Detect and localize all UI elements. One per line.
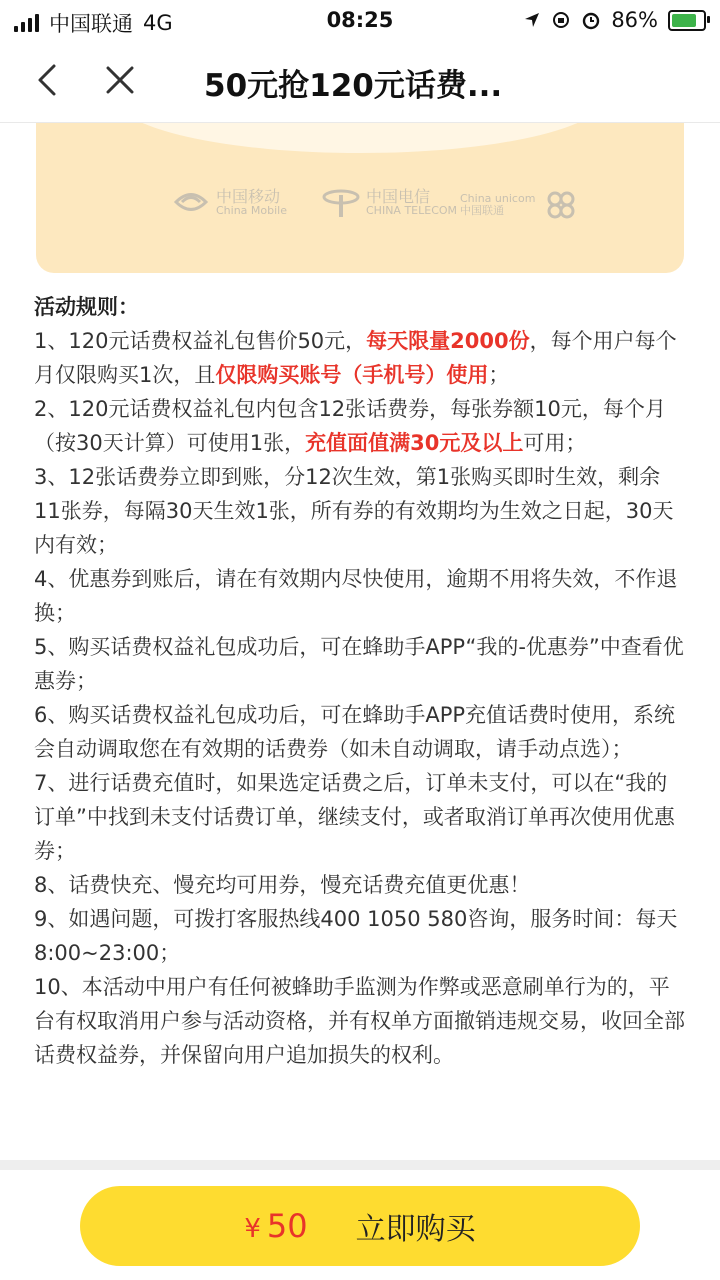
currency-symbol: ¥ xyxy=(244,1214,261,1244)
rule-item xyxy=(34,902,686,970)
rule-item xyxy=(34,324,686,392)
network-type: 4G xyxy=(143,11,173,35)
location-icon xyxy=(523,11,541,29)
banner-section xyxy=(0,123,720,283)
buy-now-label: 立即购买 xyxy=(355,1212,476,1247)
rules-heading: 活动规则： xyxy=(34,295,139,319)
rule-text: 1、120元话费权益礼包售价50元， xyxy=(34,329,367,353)
rule-highlight-text: 充值面值满30元及以上 xyxy=(305,431,524,455)
rule-item xyxy=(34,392,686,460)
rule-item xyxy=(34,970,686,1072)
clock: 08:25 xyxy=(326,8,394,32)
rule-text: 可用； xyxy=(523,431,587,455)
rule-item xyxy=(34,460,686,562)
rule-text: 6、购买话费权益礼包成功后，可在蜂助手APP充值话费时使用，系统会自动调取您在有效期的话费券（如未自动调取，请手动点选）； xyxy=(34,703,676,761)
carrier-name: 中国联通 xyxy=(49,12,133,36)
back-icon[interactable] xyxy=(30,62,66,98)
price xyxy=(244,1207,307,1245)
purchase-bar xyxy=(0,1170,720,1280)
status-bar xyxy=(0,0,720,40)
battery-icon xyxy=(668,10,706,31)
rule-item xyxy=(34,698,686,766)
rule-item xyxy=(34,630,686,698)
rotation-lock-icon xyxy=(551,10,571,30)
close-icon[interactable] xyxy=(102,62,138,98)
rule-highlight-text: 仅限购买账号（手机号）使用 xyxy=(215,363,489,387)
carrier-banner xyxy=(36,123,684,273)
rule-text: ，每个用户每个月仅限购买1次，且 xyxy=(34,329,677,387)
china-telecom-logo-icon xyxy=(322,185,360,219)
alarm-icon xyxy=(581,10,601,30)
rule-item xyxy=(34,766,686,868)
rule-text: 8、话费快充、慢充均可用券，慢充话费充值更优惠！ xyxy=(34,873,531,897)
rule-text: 3、12张话费券立即到账，分12次生效，第1张购买即时生效，剩余11张券，每隔30天生效1张，所有券的有效期均为生效之日起，30天内有效； xyxy=(34,465,674,557)
rule-text: 9、如遇问题，可拨打客服热线400 1050 580咨询，服务时间：每天8:00~23:00； xyxy=(34,907,678,965)
buy-now-button[interactable] xyxy=(80,1186,640,1266)
activity-rules xyxy=(34,290,686,1072)
carrier-china-telecom: 中国电信 CHINA TELECOM xyxy=(322,185,457,219)
rule-text: 2、120元话费权益礼包内包含12张话费券，每张券额10元，每个月（按30天计算）可使用1张， xyxy=(34,397,666,455)
carrier-china-unicom: China unicom 中国联通 xyxy=(460,185,581,225)
price-value: 50 xyxy=(266,1207,308,1245)
rule-highlight-text: 每天限量2000份 xyxy=(366,329,530,353)
china-mobile-logo-icon xyxy=(172,185,210,219)
battery-percent: 86% xyxy=(611,8,658,32)
divider xyxy=(0,1160,720,1170)
rule-text: 4、优惠券到账后，请在有效期内尽快使用，逾期不用将失效，不作退换； xyxy=(34,567,678,625)
rules-list xyxy=(34,324,686,1072)
rule-text: ； xyxy=(488,363,510,387)
page-title: 50元抢120元话费... xyxy=(204,68,503,104)
rule-item xyxy=(34,868,686,902)
rule-text: 7、进行话费充值时，如果选定话费之后，订单未支付，可以在“我的订单”中找到未支付话费订单，继续支付，或者取消订单再次使用优惠券； xyxy=(34,771,675,863)
china-unicom-logo-icon xyxy=(541,185,581,225)
rule-item xyxy=(34,562,686,630)
rule-text: 10、本活动中用户有任何被蜂助手监测为作弊或恶意刷单行为的，平台有权取消用户参与活动资格，并有权单方面撤销违规交易，收回全部话费权益券，并保留向用户追加损失的权利。 xyxy=(34,975,685,1067)
rule-text: 5、购买话费权益礼包成功后，可在蜂助手APP“我的-优惠券”中查看优惠券； xyxy=(34,635,684,693)
nav-bar xyxy=(0,40,720,123)
carrier-china-mobile: 中国移动 China Mobile xyxy=(172,185,287,219)
